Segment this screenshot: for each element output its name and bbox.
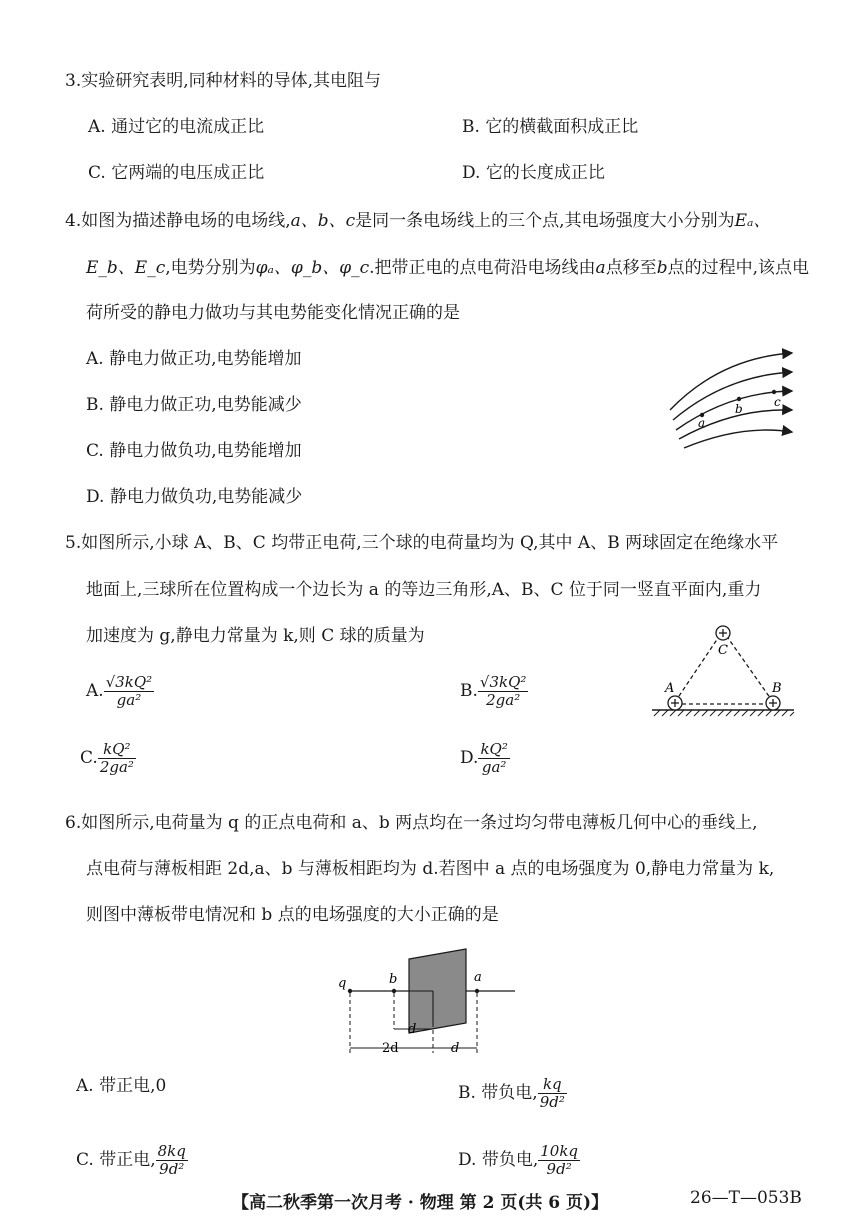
q3-option-a: A. 通过它的电流成正比 (88, 117, 265, 137)
page-footer: 【高二秋季第一次月考 · 物理 第 2 页(共 6 页)】 (232, 1193, 609, 1213)
label-a: a (474, 970, 482, 985)
q6-option-d: D. 带负电, $\frac{10kq}{\text{9d²}}$ (458, 1142, 579, 1178)
q4-option-d: D. 静电力做负功,电势能减少 (86, 487, 303, 507)
q5-option-a: A. $\frac{\text{√3kQ²}}{\text{ga²}}$ (86, 673, 153, 709)
point-b (392, 989, 396, 993)
q3-option-d: D. 它的长度成正比 (462, 163, 605, 183)
label-d-right: d (451, 1041, 460, 1056)
field-line-5 (684, 430, 792, 448)
q5-option-b-fraction: $\frac{\text{√3kQ²}}{\text{2ga²}}$ (479, 673, 527, 709)
q6-option-a: A. 带正电,0 (76, 1076, 167, 1096)
q6-line1: 6.如图所示,电荷量为 q 的正点电荷和 a、b 两点均在一条过均匀带电薄板几何中心的垂线上, (65, 813, 758, 833)
label-2d: 2d (382, 1041, 399, 1056)
q4-line2: E_b、E_c,电势分别为φₐ、φ_b、φ_c.把带正电的点电荷沿电场线由a点移至b点的过程中,该点电 (86, 258, 809, 278)
point-b (737, 397, 741, 401)
q6-option-d-fraction: $\frac{10kq}{\text{9d²}}$ (540, 1142, 579, 1178)
charge-c (716, 626, 730, 640)
q6-option-c: C. 带正电, $\frac{8kq}{\text{9d²}}$ (76, 1142, 186, 1178)
exam-code: 26—T—053B (690, 1188, 802, 1208)
q6-option-b-fraction: $\frac{kq}{\text{9d²}}$ (539, 1075, 565, 1111)
label-c: c (774, 395, 781, 409)
q5-option-a-fraction: $\frac{\text{√3kQ²}}{\text{ga²}}$ (105, 673, 153, 709)
q5-option-d-fraction: $\frac{\text{kQ²}}{\text{ga²}}$ (480, 740, 508, 776)
label-b: b (735, 402, 743, 416)
charge-q (348, 989, 352, 993)
label-c: C (718, 643, 728, 658)
point-c (772, 390, 776, 394)
q5-option-c: C. $\frac{\text{kQ²}}{\text{2ga²}}$ (80, 740, 134, 776)
q5-line1: 5.如图所示,小球 A、B、C 均带正电荷,三个球的电荷量均为 Q,其中 A、B 两球固定在绝缘水平 (65, 533, 779, 553)
charge-a (668, 696, 682, 710)
charged-plate-figure (330, 945, 520, 1060)
q3-option-b: B. 它的横截面积成正比 (462, 117, 639, 137)
ground-hatching (654, 710, 794, 716)
q4-option-a: A. 静电力做正功,电势能增加 (86, 349, 302, 369)
q4-line3: 荷所受的静电力做功与其电势能变化情况正确的是 (86, 303, 460, 323)
label-b: b (389, 972, 398, 987)
q6-line2: 点电荷与薄板相距 2d,a、b 与薄板相距均为 d.若图中 a 点的电场强度为 0,静电力常量为 k, (86, 859, 775, 879)
label-a: A (665, 681, 675, 696)
label-q: q (338, 976, 347, 991)
point-a (475, 989, 479, 993)
q5-option-d: D. $\frac{\text{kQ²}}{\text{ga²}}$ (460, 740, 508, 776)
q5-line3: 加速度为 g,静电力常量为 k,则 C 球的质量为 (86, 626, 425, 646)
q6-option-b: B. 带负电, $\frac{kq}{\text{9d²}}$ (458, 1075, 565, 1111)
q4-option-c: C. 静电力做负功,电势能增加 (86, 441, 302, 461)
label-d-inner: d (408, 1022, 417, 1037)
q4-option-b: B. 静电力做正功,电势能减少 (86, 395, 302, 415)
q4-line1: 4.如图为描述静电场的电场线,a、b、c是同一条电场线上的三个点,其电场强度大小分别为Eₐ、 (65, 211, 771, 231)
q6-line3: 则图中薄板带电情况和 b 点的电场强度的大小正确的是 (86, 905, 499, 925)
q6-option-c-fraction: $\frac{8kq}{\text{9d²}}$ (157, 1142, 186, 1178)
charge-b (766, 696, 780, 710)
q5-line2: 地面上,三球所在位置构成一个边长为 a 的等边三角形,A、B、C 位于同一竖直平面内,重力 (86, 580, 762, 600)
q5-option-c-fraction: $\frac{\text{kQ²}}{\text{2ga²}}$ (99, 740, 134, 776)
label-a: a (698, 416, 706, 430)
side-bc (728, 638, 773, 702)
triangle-charges-figure (648, 622, 798, 722)
q3-option-c: C. 它两端的电压成正比 (88, 163, 265, 183)
label-b: B (772, 681, 782, 696)
side-ac (675, 638, 718, 702)
q5-option-b: B. $\frac{\text{√3kQ²}}{\text{2ga²}}$ (460, 673, 527, 709)
q3-stem: 3.实验研究表明,同种材料的导体,其电阻与 (65, 71, 382, 91)
electric-field-lines-figure (660, 340, 800, 450)
